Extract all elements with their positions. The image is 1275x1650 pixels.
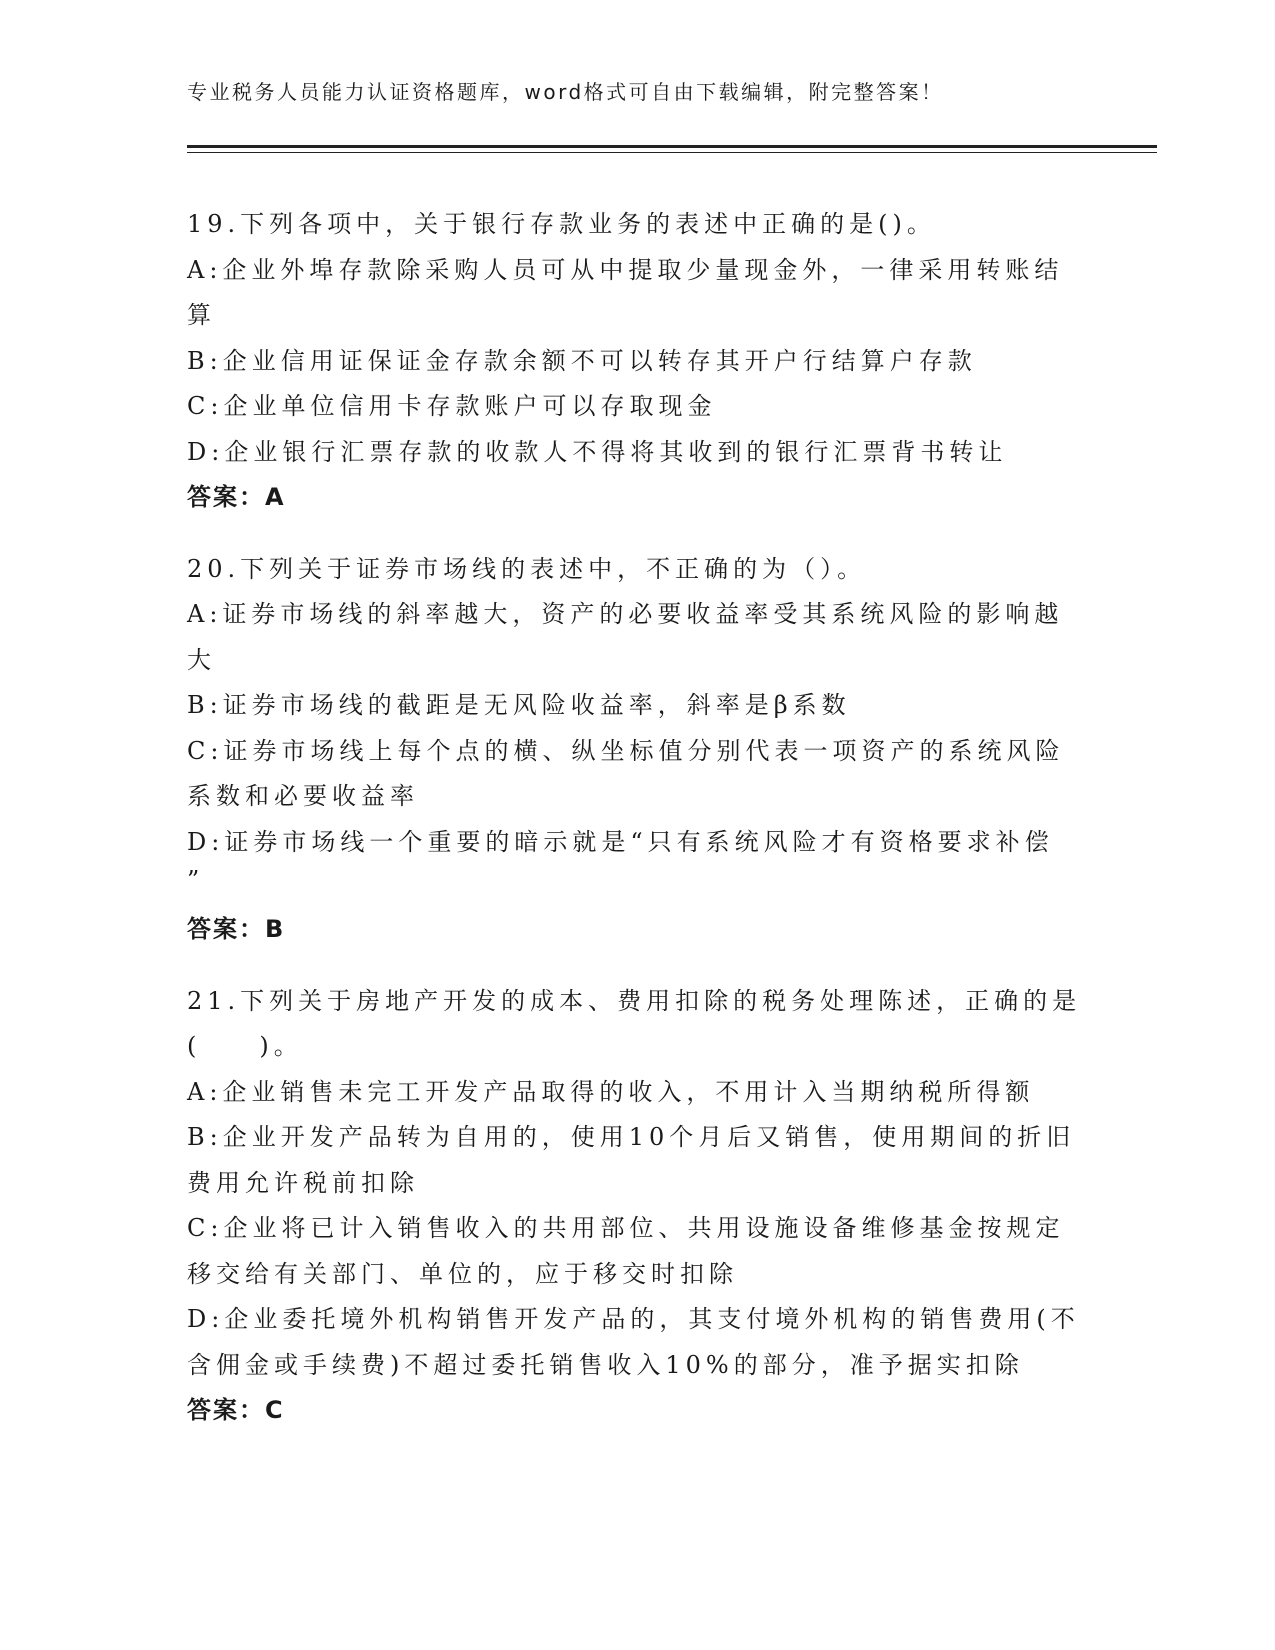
question-21 bbox=[187, 979, 1087, 1434]
header-rule-thin bbox=[187, 152, 1157, 153]
header-rule-thick bbox=[187, 145, 1157, 148]
option-b: B:企业开发产品转为自用的，使用10个月后又销售，使用期间的折旧费用允许税前扣除 bbox=[187, 1123, 1076, 1197]
answer: 答案：C bbox=[187, 1396, 285, 1424]
option-a: A:企业销售未完工开发产品取得的收入，不用计入当期纳税所得额 bbox=[187, 1077, 1035, 1106]
question-stem: 21.下列关于房地产开发的成本、费用扣除的税务处理陈述，正确的是( )。 bbox=[187, 986, 1082, 1060]
option-c: C:企业单位信用卡存款账户可以存取现金 bbox=[187, 392, 717, 420]
option-c: C:企业将已计入销售收入的共用部位、共用设施设备维修基金按规定移交给有关部门、单位的，应于移交时扣除 bbox=[187, 1214, 1065, 1288]
option-d: D:证券市场线一个重要的暗示就是“只有系统风险才有资格要求补偿 bbox=[187, 827, 1054, 856]
option-a: A:证券市场线的斜率越大，资产的必要收益率受其系统风险的影响越大 bbox=[187, 600, 1064, 674]
question-20 bbox=[187, 547, 1087, 953]
option-b: B:企业信用证保证金存款余额不可以转存其开户行结算户存款 bbox=[187, 346, 977, 375]
option-d-closing-quote: ” bbox=[187, 866, 200, 894]
option-d: D:企业银行汇票存款的收款人不得将其收到的银行汇票背书转让 bbox=[187, 437, 1008, 466]
question-list bbox=[187, 202, 1087, 1460]
question-stem: 20.下列关于证券市场线的表述中，不正确的为（）。 bbox=[187, 554, 867, 583]
option-a: A:企业外埠存款除采购人员可从中提取少量现金外，一律采用转账结算 bbox=[187, 255, 1064, 329]
question-stem: 19.下列各项中，关于银行存款业务的表述中正确的是()。 bbox=[187, 210, 936, 238]
answer: 答案：B bbox=[187, 915, 286, 943]
answer: 答案：A bbox=[187, 483, 286, 511]
question-19 bbox=[187, 202, 1087, 521]
option-c: C:证券市场线上每个点的横、纵坐标值分别代表一项资产的系统风险系数和必要收益率 bbox=[187, 736, 1065, 810]
page-header: 专业税务人员能力认证资格题库，word格式可自由下载编辑，附完整答案！ bbox=[187, 80, 944, 104]
option-b: B:证券市场线的截距是无风险收益率，斜率是β系数 bbox=[187, 691, 851, 719]
option-d: D:企业委托境外机构销售开发产品的，其支付境外机构的销售费用(不含佣金或手续费)不超过委托销售收入10%的部分，准予据实扣除 bbox=[187, 1305, 1080, 1379]
